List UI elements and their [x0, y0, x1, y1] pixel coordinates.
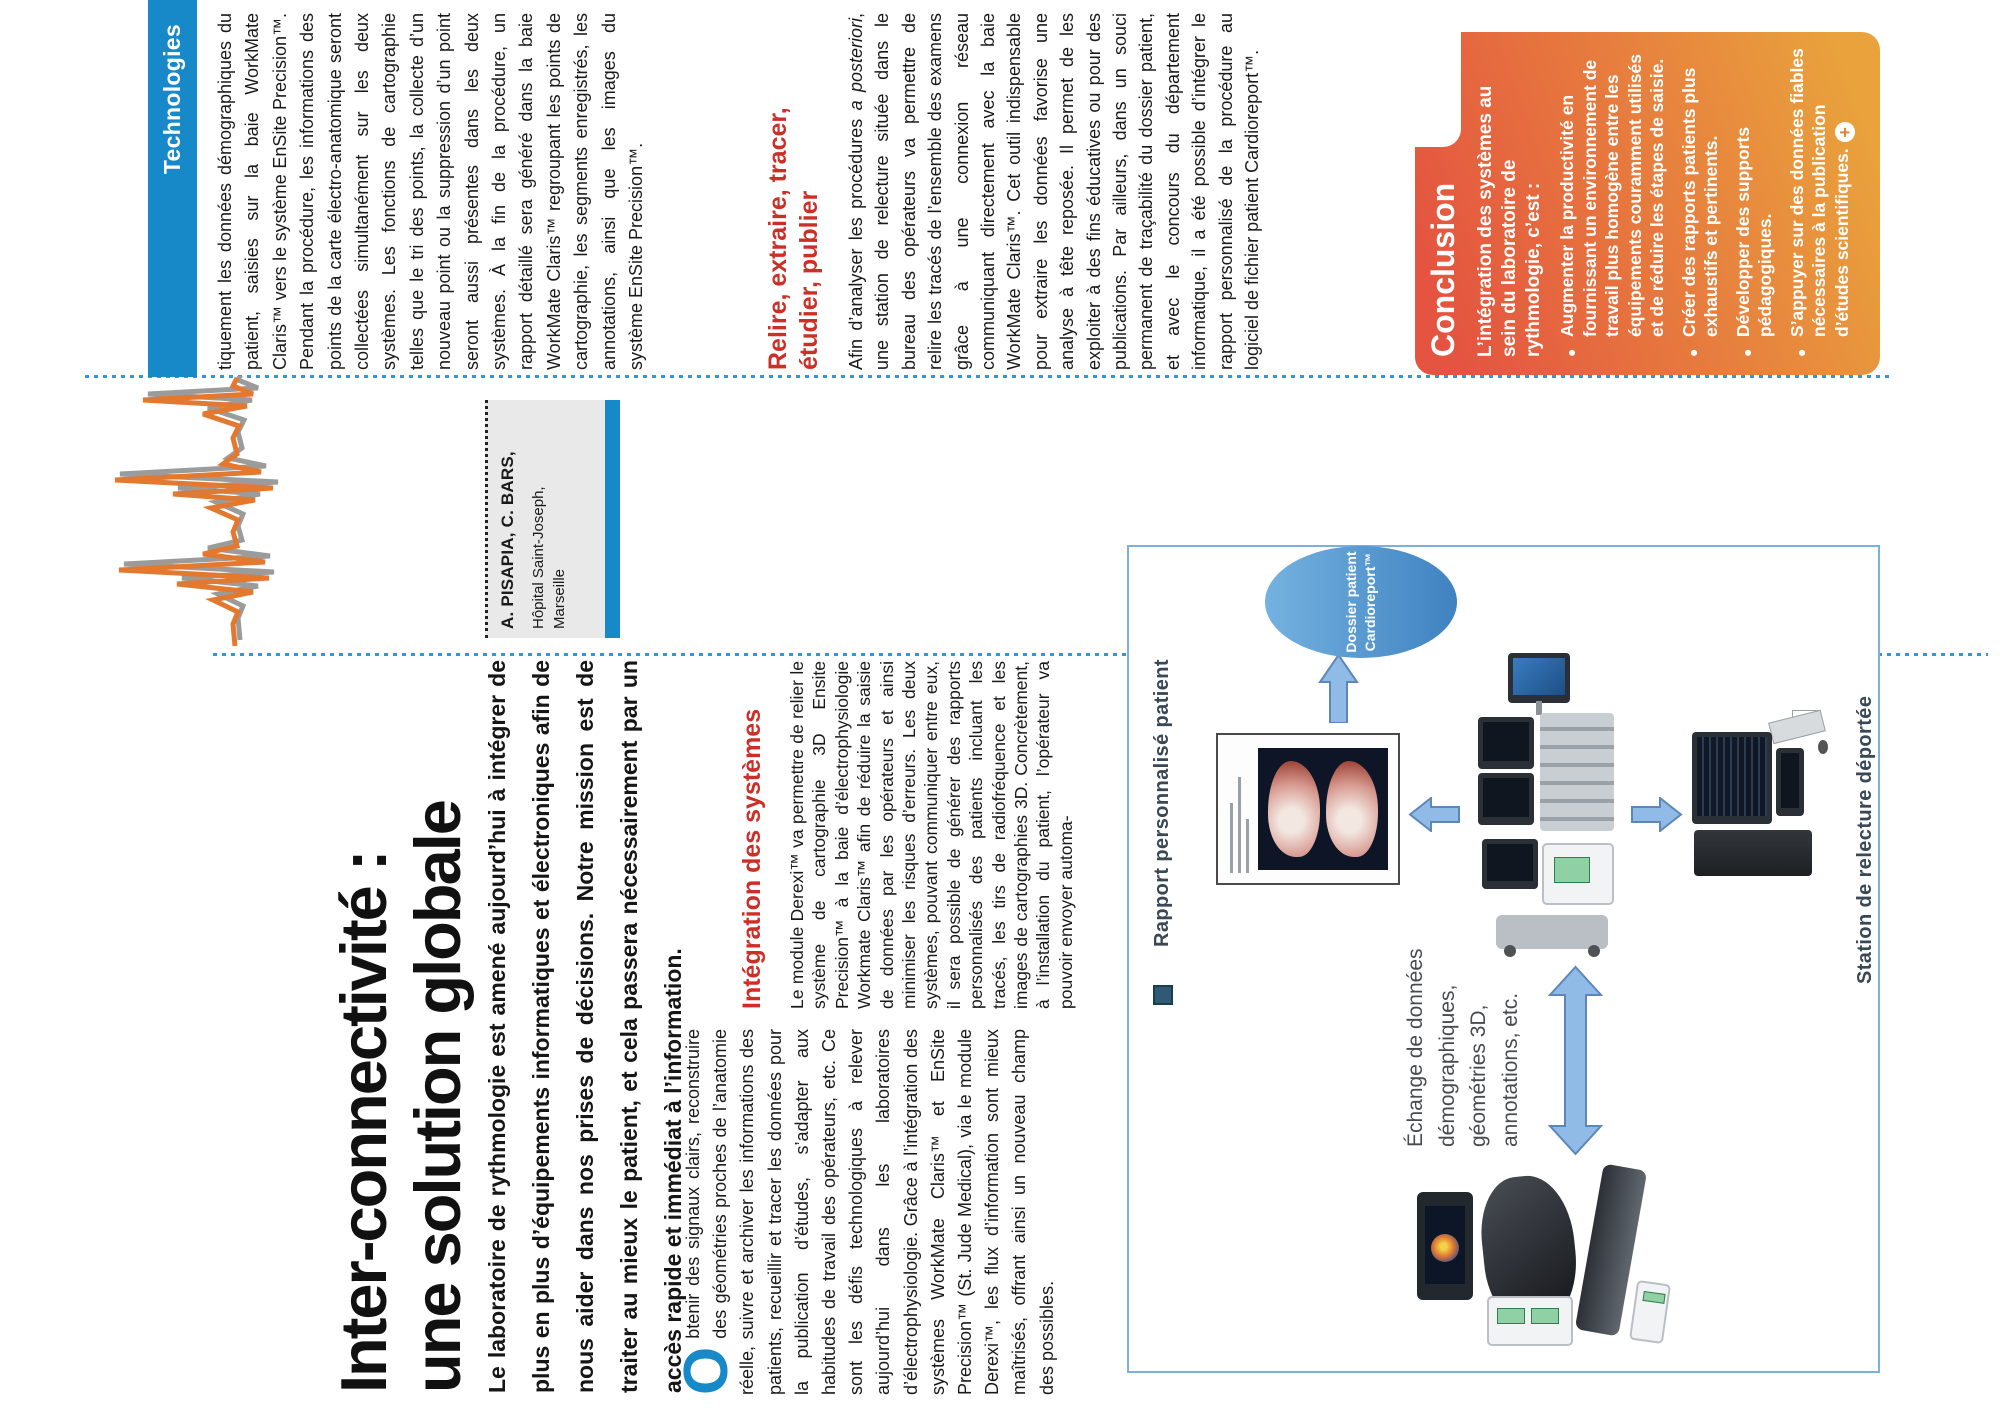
conclusion-bullet: ● Développer des supports pédagogiques. — [1732, 126, 1775, 357]
monitor-icon — [1478, 717, 1534, 769]
review-station-cluster — [1692, 710, 1827, 883]
programmer-screen-blob — [1431, 1234, 1459, 1262]
small-module-icon — [1629, 1280, 1671, 1344]
bullet-icon: ● — [1738, 348, 1755, 357]
dossier-patient-ellipse — [1265, 546, 1457, 658]
ellipse-label-line2: Cardioreport™ — [1362, 552, 1378, 652]
section-heading-relire: Relire, extraire, tracer, étudier, publier — [764, 107, 823, 370]
article-column-3-section — [763, 13, 1266, 370]
author-box — [485, 400, 620, 638]
square-bullet-icon — [1153, 985, 1173, 1005]
cardiac-map-icon — [1268, 761, 1320, 857]
column-1-text: btenir des signaux clairs, reconstruire des géométries proches de l’anatomie réelle, suivre et archiver les informations des patients, recueillir et tracer les données pour la publication d’études, s’adapter aux habitudes de travail des opérateurs, etc. Ce sont les défis technologiques à relever aujourd’hui dans les laboratoires d’électrophysiologie. Grâce à l’intégration des systèmes WorkMate Claris™ et EnSite Precision™ (St. Jude Medical), via le module Derexi™, les flux d’information sont mieux maîtrisés, offrant ainsi un nouveau champ des possibles. — [683, 1029, 1057, 1395]
equipment-rack-icon — [1540, 713, 1614, 831]
author-city: Marseille — [551, 568, 568, 629]
article-intro: Le laboratoire de rythmologie est amené aujourd’hui à intégrer de plus en plus d’équipements informatiques et électroniques afin de nous aider dans nos prises de décisions. Notre mission est de traiter au mieux le patient, et cela passera nécessairement par un accès rapide et immédiat à l’information. — [484, 660, 686, 1393]
article-column-2 — [737, 661, 1077, 1009]
report-screenshot — [1258, 748, 1388, 870]
report-text-line — [1238, 777, 1241, 873]
conclusion-bullet: ● Augmenter la productivité en fournissant un environnement de travail plus homogène entre les équipements couramment utilisés et de réduire les étapes de saisie. — [1557, 54, 1667, 357]
section-banner — [148, 0, 197, 377]
author-box-accent-bar — [605, 400, 620, 638]
title-line-2: une solution globale — [400, 801, 474, 1393]
mouse-icon — [1818, 740, 1828, 754]
module-icon — [1487, 1296, 1573, 1346]
report-text-line — [1230, 803, 1233, 873]
monitor-icon — [1508, 653, 1570, 703]
conclusion-title: Conclusion — [1425, 182, 1461, 357]
column-2-text: Le module Derexi™ va permettre de relier le système de cartographie 3D Ensite Precision™ à la baie d’électrophysiologie Workmate Claris™ afin de réduire la saisie de données par les opérateurs et ainsi minimiser les risques d’erreurs. Les deux systèmes, pouvant communiquer entre eux, il sera possible de générer des rapports personnalisés des patients incluant les tracés, les tirs de radiofréquence et les images de cartographies 3D. Concrètement, à l’installation du patient, l’opérateur va pouvoir envoyer automa- — [787, 661, 1076, 1009]
conclusion-lead: L’intégration des systèmes au sein du laboratoire de rythmologie, c’est : — [1475, 85, 1544, 357]
exchange-label: Échange de données démographiques, géométries 3D, annotations, etc. — [1404, 948, 1522, 1147]
double-arrow-exchange — [1542, 965, 1609, 1156]
drop-cap-o: O — [672, 1346, 741, 1395]
bullet-icon: ● — [1563, 348, 1579, 357]
author-affiliation: Hôpital Saint-Joseph, — [530, 486, 547, 629]
end-of-article-icon: + — [1835, 122, 1855, 142]
conclusion-bullet: ● S’appuyer sur des données fiables nécessaires à la publication d’études scientifiques.+ — [1786, 48, 1855, 357]
conclusion-bullet: ● Créer des rapports patients plus exhaustifs et pertinents. — [1678, 67, 1721, 357]
dashed-column-rule — [85, 375, 1890, 378]
section-banner-label: Technologies — [159, 24, 185, 175]
bullet-icon: ● — [1792, 348, 1809, 357]
conclusion-bullets — [1556, 48, 1855, 357]
report-label: Rapport personnalisé patient — [1151, 659, 1173, 947]
arrow-cluster-to-report — [1408, 797, 1461, 832]
monitor-icon — [1776, 748, 1804, 816]
arrow-cluster-to-station — [1631, 797, 1683, 832]
article-column-3: tiquement les données démographiques du patient, saisies sur la baie WorkMate Claris™ vers le système EnSite Precision™. Pendant la procédure, les informations des points de la carte électro-anatomique seront collectées simultanément sur les deux systèmes. Les fonctions de cartographie telles que le tri des points, la collecte d’un nouveau point ou la suppression d’un point seront aussi présentes dans les deux systèmes. À la fin de la procédure, un rapport détaillé sera généré dans la baie WorkMate Claris™ regroupant les points de cartographie, les segments enregistrés, les annotations, ainsi que les images du système EnSite Precision™. — [215, 13, 647, 370]
cardiac-map-icon — [1326, 761, 1378, 857]
monitor-icon — [1482, 839, 1538, 889]
programmer-icon — [1417, 1192, 1473, 1300]
title-line-1: Inter-connectivité : — [326, 851, 400, 1393]
patient-report-thumbnail — [1216, 733, 1400, 885]
ellipse-label-line1: Dossier patient — [1343, 551, 1359, 653]
column-3-section-text: Afin d’analyser les procédures a posteriori, une station de relecture située dans le bureau des opérateurs va permettre de relire les tracés de l’ensemble des examens grâce à une connexion réseau communiquant directement avec la baie WorkMate Claris™. Cet outil indispensable pour extraire les données favorise une analyse à tête reposée. Il permet de les exploiter à des fins éducatives ou pour des publications. Par ailleurs, dans un souci permanent de traçabilité du dossier patient, et avec le concours du département informatique, il a été possible d’intégrer le rapport personnalisé de la procédure au logiciel de fichier patient Cardioreport™. — [846, 13, 1263, 370]
report-text-line — [1246, 819, 1249, 873]
report-label-row — [1151, 659, 1174, 1005]
monitor-icon — [1478, 773, 1534, 825]
cart-base-icon — [1496, 915, 1608, 949]
implant-devices-cluster — [1417, 1164, 1670, 1347]
recorder-device-icon — [1542, 843, 1614, 905]
bullet-icon: ● — [1684, 348, 1701, 357]
conclusion-box — [1415, 32, 1880, 375]
computer-tower-icon — [1694, 830, 1812, 876]
article-column-1 — [672, 1029, 1061, 1395]
italic-a-posteriori: a posteriori — [846, 18, 866, 111]
station-label: Station de relecture déportée — [1854, 695, 1876, 984]
section-heading-integration: Intégration des systèmes — [738, 708, 766, 1009]
arrow-report-to-dossier — [1317, 653, 1360, 723]
monitor-icon — [1692, 732, 1772, 824]
author-names: A. PISAPIA, C. BARS, — [498, 451, 517, 629]
system-diagram — [1127, 545, 1880, 1373]
ep-workstation-cluster — [1478, 653, 1618, 958]
ecg-waveform-icon — [85, 376, 290, 650]
page-title — [327, 653, 475, 1393]
keyboard-icon — [1768, 710, 1826, 744]
conclusion-box-notch — [1415, 32, 1461, 147]
